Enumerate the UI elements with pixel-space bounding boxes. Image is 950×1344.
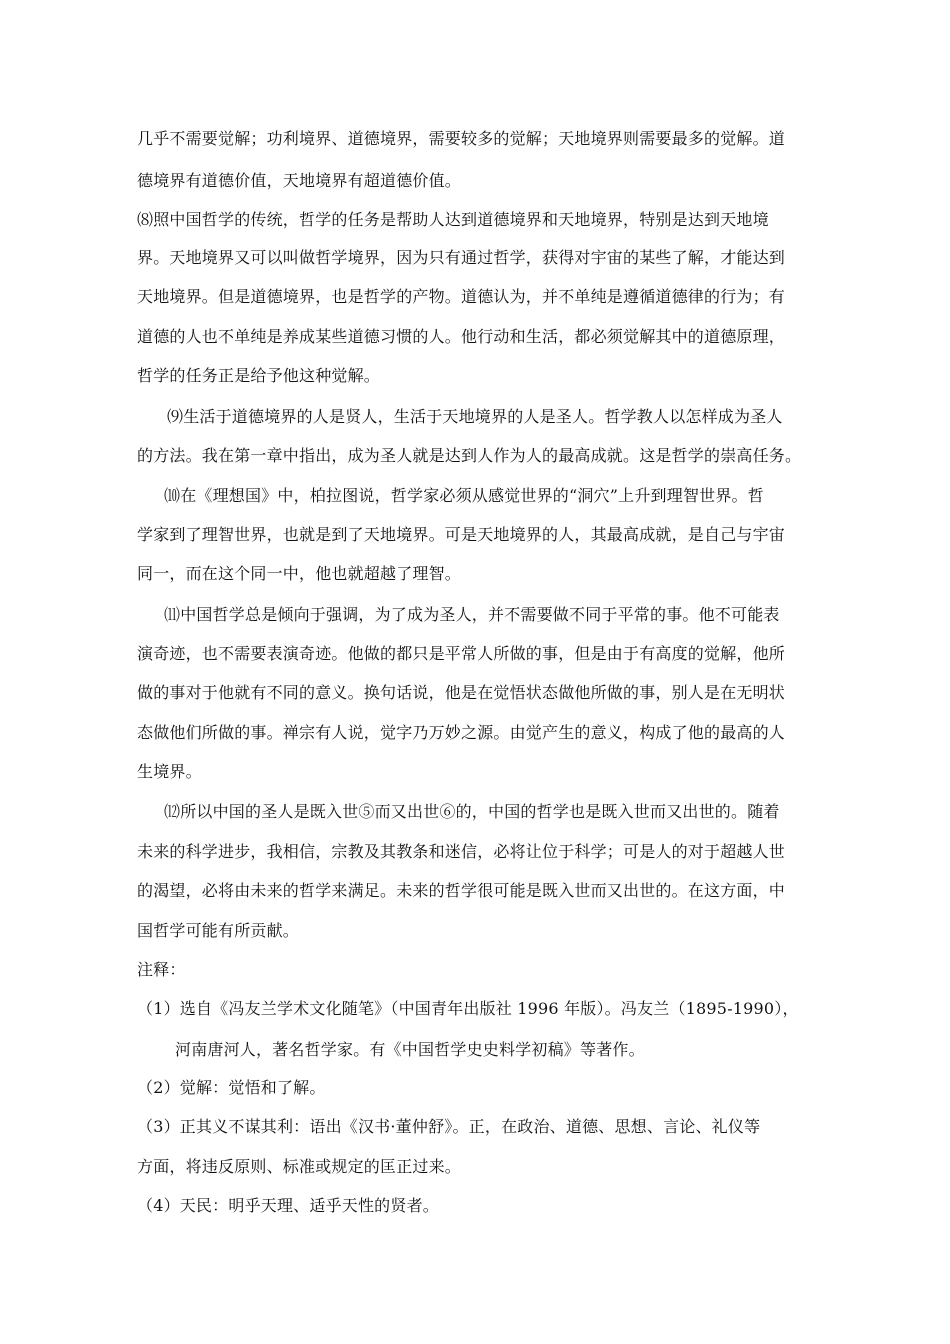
body-text-line: 几乎不需要觉解；功利境界、道德境界，需要较多的觉解；天地境界则需要最多的觉解。道 — [137, 129, 786, 148]
body-text-line: 的方法。我在第一章中指出，成为圣人就是达到人作为人的最高成就。这是哲学的崇高任务。 — [137, 446, 802, 465]
note-2: （2）觉解：觉悟和了解。 — [137, 1078, 326, 1097]
note-1: （1）选自《冯友兰学术文化随笔》（中国青年出版社 1996 年版）。冯友兰（1895-1990）， — [137, 999, 799, 1018]
body-text-line: 哲学的任务正是给予他这种觉解。 — [137, 366, 381, 385]
note-3: （3）正其义不谋其利：语出《汉书·董仲舒》。正，在政治、道德、思想、言论、礼仪等 — [137, 1117, 761, 1136]
paragraph-9-first-line: ⑼生活于道德境界的人是贤人，生活于天地境界的人是圣人。哲学教人以怎样成为圣人 — [167, 407, 783, 426]
body-text-line: 天地境界。但是道德境界，也是哲学的产物。道德认为，并不单纯是遵循道德律的行为；有 — [137, 287, 786, 306]
body-text-line: 未来的科学进步，我相信，宗教及其教条和迷信，必将让位于科学；可是人的对于超越人世 — [137, 842, 786, 861]
note-3-continuation: 方面，将违反原则、标准或规定的匡正过来。 — [137, 1157, 462, 1176]
body-text-line: 道德的人也不单纯是养成某些道德习惯的人。他行动和生活，都必须觉解其中的道德原理， — [137, 327, 786, 346]
body-text-line: 界。天地境界又可以叫做哲学境界，因为只有通过哲学，获得对宇宙的某些了解，才能达到 — [137, 248, 786, 267]
body-text-line: 国哲学可能有所贡献。 — [137, 921, 300, 940]
body-text-line: 的渴望，必将由未来的哲学来满足。未来的哲学很可能是既入世而又出世的。在这方面，中 — [137, 881, 786, 900]
paragraph-12-first-line: ⑿所以中国的圣人是既入世⑤而又出世⑥的，中国的哲学也是既入世而又出世的。随着 — [164, 802, 780, 821]
notes-heading: 注释： — [137, 960, 186, 979]
note-1-continuation: 河南唐河人，著名哲学家。有《中国哲学史史料学初稿》等著作。 — [175, 1040, 645, 1059]
paragraph-8-first-line: ⑻照中国哲学的传统，哲学的任务是帮助人达到道德境界和天地境界，特别是达到天地境 — [137, 210, 769, 229]
body-text-line: 德境界有道德价值，天地境界有超道德价值。 — [137, 171, 462, 190]
paragraph-10-first-line: ⑽在《理想国》中，柏拉图说，哲学家必须从感觉世界的“洞穴”上升到理智世界。哲 — [164, 486, 764, 505]
body-text-line: 生境界。 — [137, 762, 202, 781]
body-text-line: 态做他们所做的事。禅宗有人说，觉字乃万妙之源。由觉产生的意义，构成了他的最高的人 — [137, 723, 786, 742]
body-text-line: 演奇迹，也不需要表演奇迹。他做的都只是平常人所做的事，但是由于有高度的觉解，他所 — [137, 644, 786, 663]
note-4: （4）天民：明乎天理、适乎天性的贤者。 — [137, 1196, 439, 1215]
paragraph-11-first-line: ⑾中国哲学总是倾向于强调，为了成为圣人，并不需要做不同于平常的事。他不可能表 — [164, 605, 780, 624]
body-text-line: 做的事对于他就有不同的意义。换句话说，他是在觉悟状态做他所做的事，别人是在无明状 — [137, 683, 786, 702]
body-text-line: 同一，而在这个同一中，他也就超越了理智。 — [137, 564, 462, 583]
body-text-line: 学家到了理智世界，也就是到了天地境界。可是天地境界的人，其最高成就，是自己与宇宙 — [137, 525, 786, 544]
